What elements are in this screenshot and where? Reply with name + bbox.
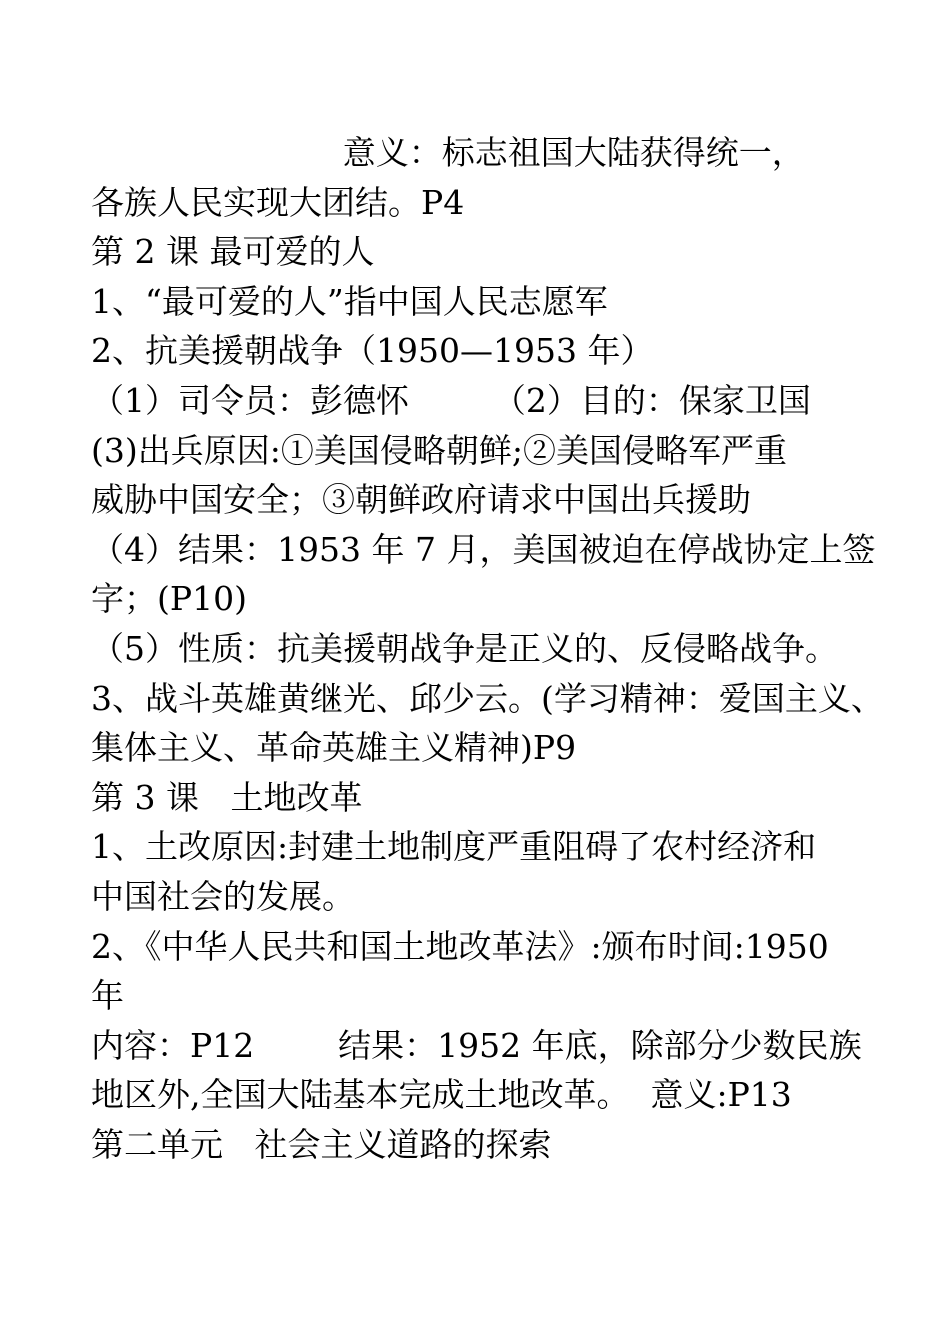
text-line: 内容：P12 结果：1952 年底，除部分少数民族 [91, 1025, 862, 1065]
lesson-heading: 第 2 课 最可爱的人 [91, 232, 375, 272]
text-line: 意义：标志祖国大陆获得统一， [91, 133, 805, 172]
text-line: （1）司令员：彭德怀 （2）目的：保家卫国 [91, 380, 811, 420]
text-line: 集体主义、革命英雄主义精神)P9 [91, 728, 577, 768]
text-line: (3)出兵原因:①美国侵略朝鲜;②美国侵略军严重 [91, 430, 787, 470]
text-line: 字；(P10) [91, 579, 247, 619]
text-line: （5）性质：抗美援朝战争是正义的、反侵略战争。 [91, 628, 838, 668]
text-line: 威胁中国安全；③朝鲜政府请求中国出兵援助 [91, 480, 751, 520]
lesson-heading: 第 3 课 土地改革 [91, 777, 363, 817]
text-line: 3、战斗英雄黄继光、邱少云。(学习精神：爱国主义、 [91, 678, 884, 718]
text-line: 地区外,全国大陆基本完成土地改革。 意义:P13 [91, 1075, 792, 1115]
text-line: 中国社会的发展。 [91, 876, 355, 916]
text-line: 年 [91, 976, 124, 1016]
unit-heading: 第二单元 社会主义道路的探索 [91, 1124, 552, 1164]
text-line: 1、“最可爱的人”指中国人民志愿军 [91, 281, 608, 321]
text-line: 1、土改原因:封建土地制度严重阻碍了农村经济和 [91, 827, 817, 867]
text-line: 各族人民实现大团结。P4 [91, 182, 465, 222]
text-line: 2、《中华人民共和国土地改革法》:颁布时间:1950 [91, 926, 829, 966]
text-line: 2、抗美援朝战争（1950—1953 年） [91, 331, 654, 371]
document-body [91, 128, 891, 1169]
text-line: （4）结果：1953 年 7 月，美国被迫在停战协定上签 [91, 529, 876, 569]
